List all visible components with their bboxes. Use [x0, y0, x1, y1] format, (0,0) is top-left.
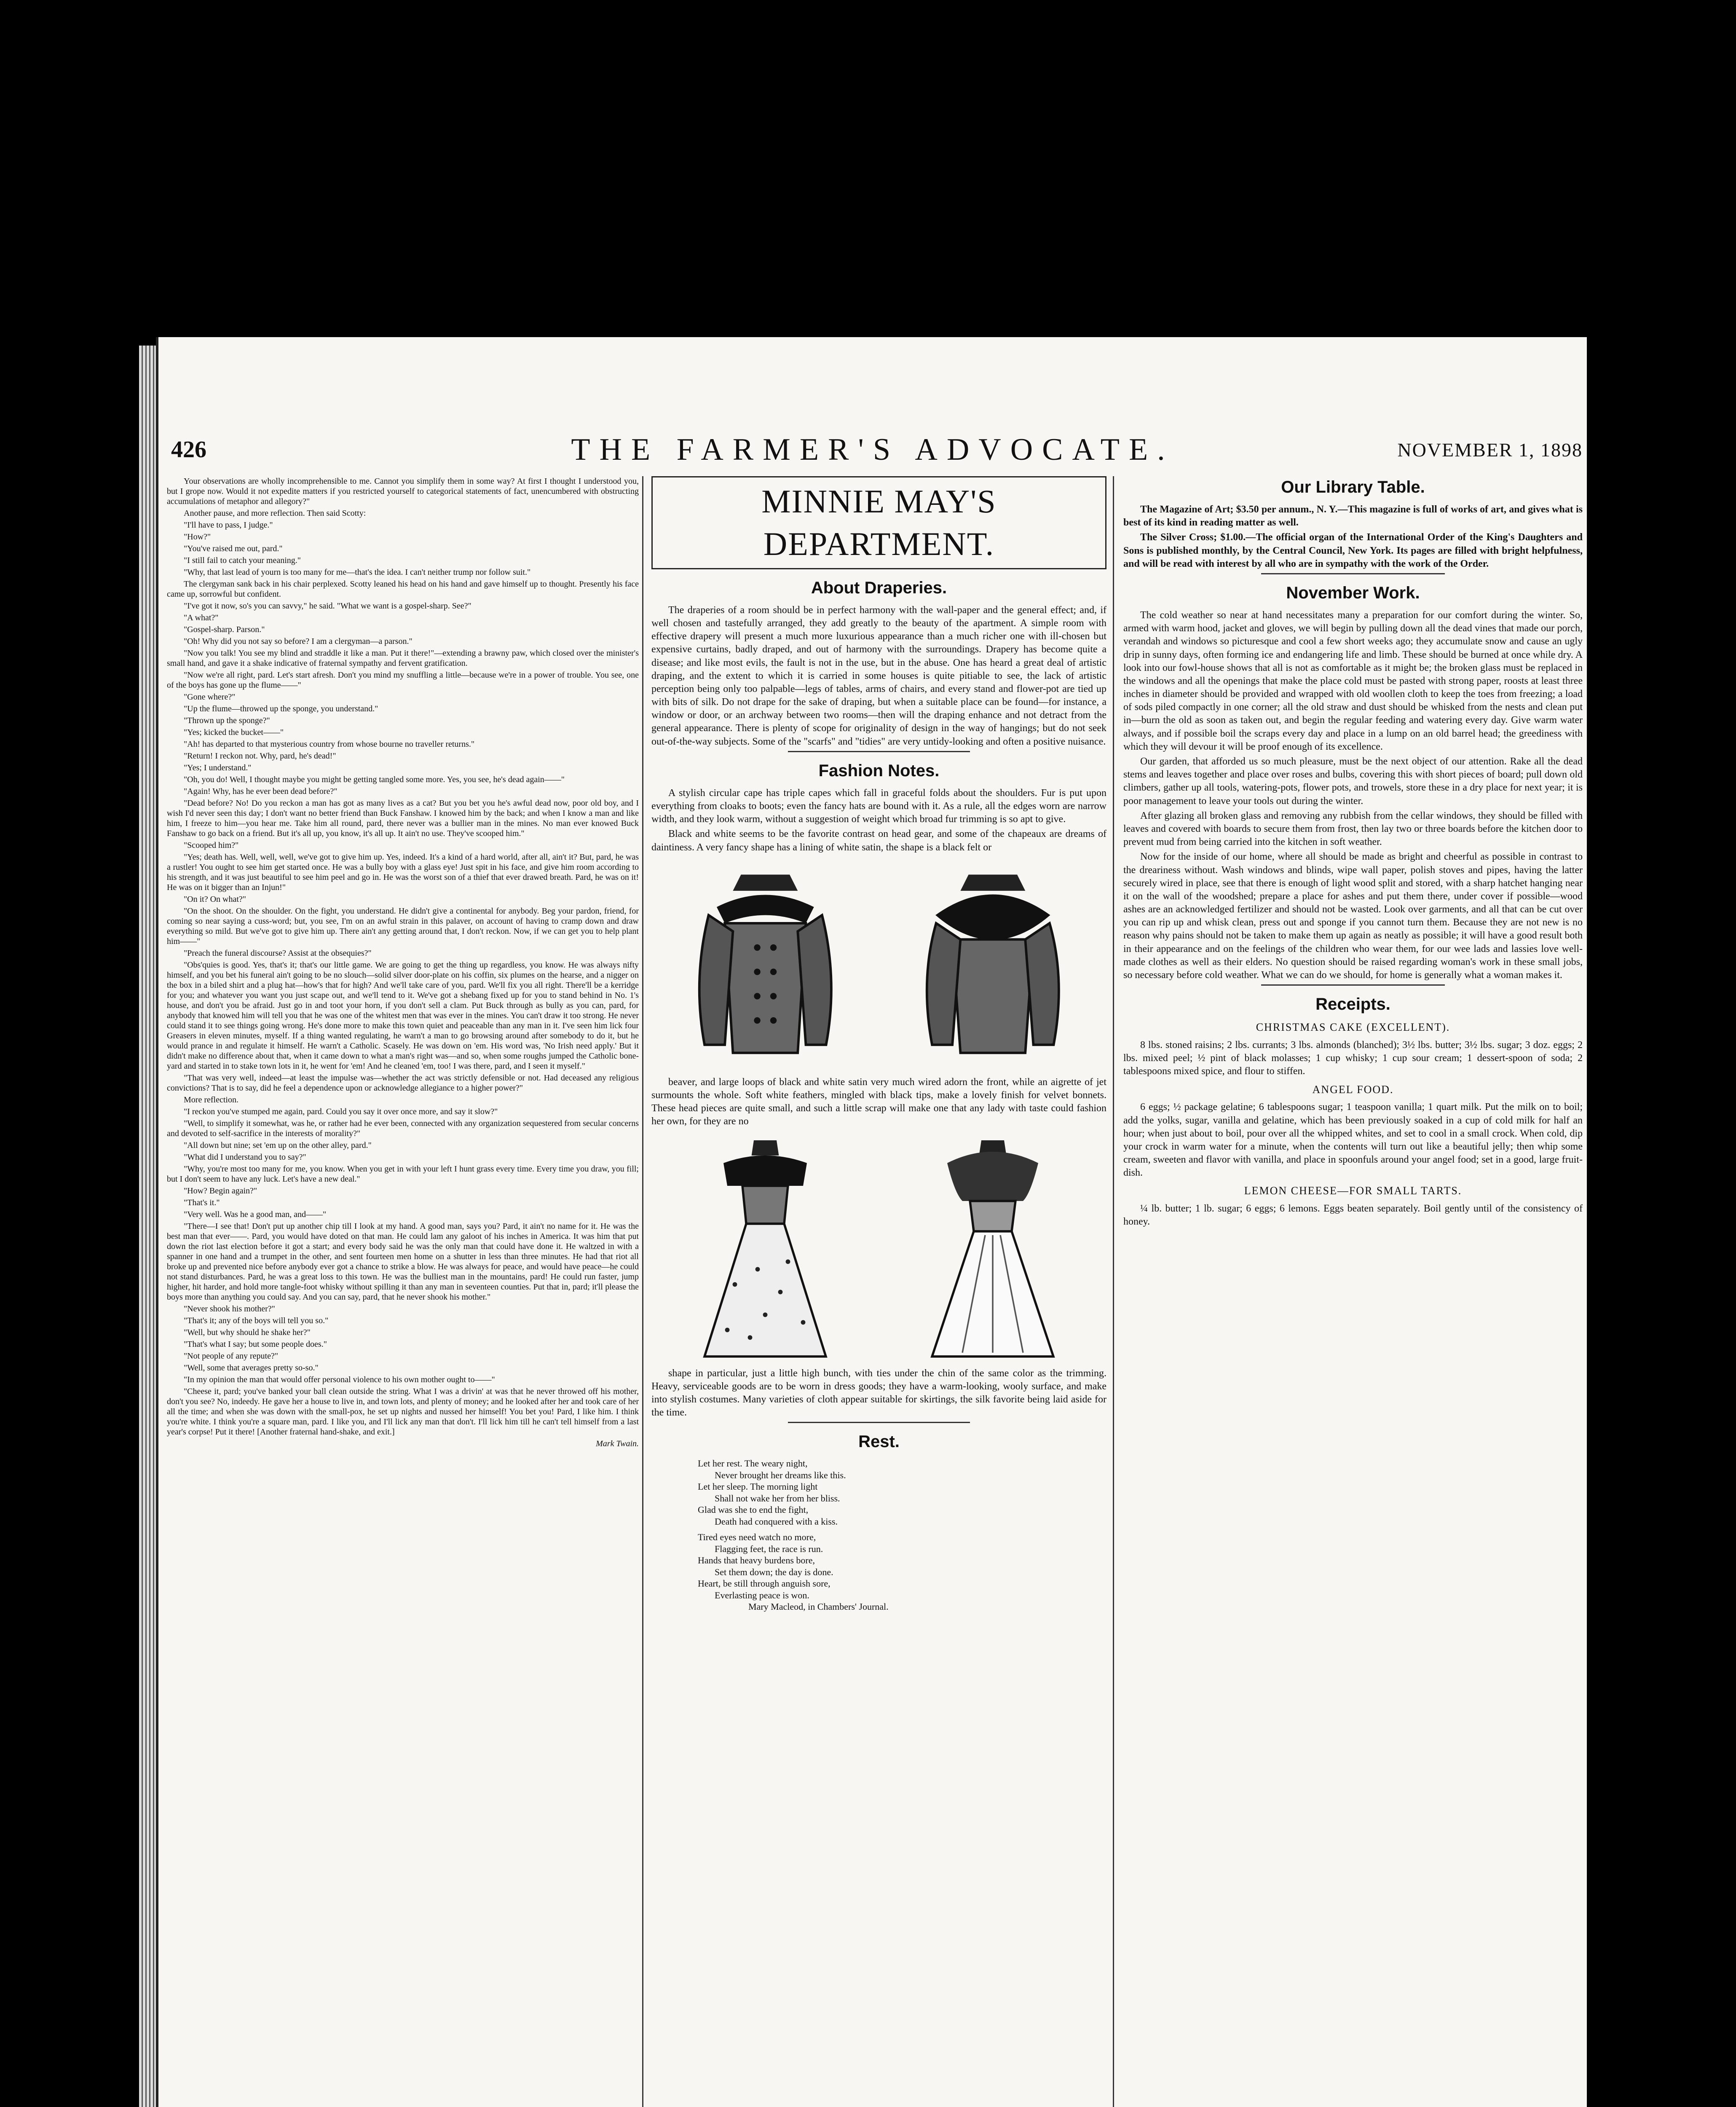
dress-illustrations [651, 1133, 1106, 1360]
page-number: 426 [171, 437, 206, 463]
story-paragraph: "How?" [184, 532, 211, 541]
story-paragraph: "On the shoot. On the shoulder. On the fight, you understand. He didn't give a continental for anybody. Beg your pardon, friend, for coming so near saying a cuss-word; but, you see, I'm on an awful strain in this palaver, on account of having to cramp down and draw everything so mild. But we've got to give him up. There ain't any getting around that, I don't reckon. Now, if we can get you to help plant him——" [167, 906, 639, 946]
story-paragraph: "Obs'quies is good. Yes, that's it; that's our little game. We are going to get the thing up regardless, you know. He was always nifty himself, and you bet his funeral ain't going to be no slouch—solid silver door-plate on his coffin, six plumes on the hearse, and a nigger on the box in a biled shirt and a plug hat—how's that for high? And we'll take care of you, pard. We'll fix you all right. There'll be a kerridge for you; and whatever you want you just scape out, and we'll tend to it. We've got a shebang fixed up for you to stand behind in No. 1's house, and don't you be afraid. Just go in and toot your horn, if you don't sell a clam. Put Buck through as bully as you can, pard, for anybody that knowed him will tell you that he was one of the whitest men that was ever in the mines. You can't draw it too strong. He never could stand it to see things going wrong. He's done more to make this town quiet and peaceable than any man in it. I've seen him lick four Greasers in eleven minutes, myself. If a thing wanted regulating, he warn't a man to go browsing around after somebody to do it, but he would prance in and regulate it himself. He warn't a Catholic. Scasely. He was down on 'em. His word was, 'No Irish need apply.' But it didn't make no difference about that, when it came down to what a man's right was—and so, when some roughs jumped the Catholic bone-yard and started in to stake town lots in it, he went for 'em! And he cleaned 'em, too! I was there, pard, and I seen it myself." [167, 960, 639, 1071]
poem-line: Let her rest. The weary night, [698, 1458, 808, 1469]
story-paragraph: "Well, to simplify it somewhat, was he, or rather had he ever been, connected with any organization sequestered from secular concerns and devoted to self-sacrifice in the interests of morality?" [167, 1119, 639, 1138]
section-divider [1261, 573, 1445, 574]
story-paragraph: "That was very well, indeed—at least the impulse was—whether the act was strictly defensible or not. Had deceased any religious convictions? That is to say, did he feel a dependence upon or acknowledge allegiance to a higher power?" [167, 1073, 639, 1093]
story-paragraph: "Very well. Was he a good man, and——" [184, 1210, 327, 1219]
story-paragraph: "Yes; I understand." [184, 763, 252, 772]
masthead: THE FARMER'S ADVOCATE. [571, 432, 1174, 467]
column-rule [642, 476, 643, 2107]
poem-line: Glad was she to end the fight, [698, 1504, 809, 1515]
section-divider [1261, 984, 1445, 986]
poem-line: Shall not wake her from her bliss. [715, 1493, 840, 1504]
poem-line: Flagging feet, the race is run. [715, 1543, 823, 1554]
story-paragraph: "Again! Why, has he ever been dead before?" [184, 787, 338, 796]
story-paragraph: "Preach the funeral discourse? Assist at the obsequies?" [184, 949, 372, 958]
story-column [167, 476, 639, 2107]
library-text: The Silver Cross; $1.00.—The official organ of the International Order of the King's Daughters and Sons is published monthly, by the Central Council, New York. Its pages are filled with bright helpfulness, and will be read with interest by all who are in sympathy with the work of the Order. [1123, 532, 1583, 569]
november-text: Now for the inside of our home, where all should be made as bright and cheerful as possible in contrast to the dreariness without. Wash windows and blinds, wipe wall paper, polish stoves and pipes, having the latter securely wired in place, see that there is enough of light wood split and stored, with a sharp hatchet hanging near it on the wall of the woodshed; prepare a place for ashes and put them there, under cover if possible—wood ashes are an acknowledged fertilizer and should not be wasted. Look over garments, and all that can be cut over you can rip up and whisk clean, press out and sponge if you cannot turn them. Because they are not new is no reason why pains should not be taken to make them up again as neatly as possible; it will have a good result both in their appearance and on the feelings of the children who wear them, for our wee lads and lassies love well-made clothes as well as their elders. No question should be raised regarding woman's work in these small jobs, so necessary before cold weather. What we can do we should, for home is generally what a woman makes it. [1123, 851, 1583, 981]
story-paragraph: "Well, but why should he shake her?" [184, 1328, 311, 1337]
story-paragraph: "That's it; any of the boys will tell you so." [184, 1316, 329, 1325]
story-paragraph: "That's what I say; but some people does." [184, 1340, 327, 1349]
fashion-text: Black and white seems to be the favorite contrast on head gear, and some of the chapeaux are dreams of daintiness. A very fancy shape has a lining of white satin, the shape is a black felt or [651, 828, 1106, 853]
rest-heading: Rest. [858, 1432, 900, 1451]
recipe-title: ANGEL FOOD. [1312, 1083, 1394, 1096]
recipe-text: 6 eggs; ½ package gelatine; 6 tablespoons sugar; 1 teaspoon vanilla; 1 quart milk. Put the milk on to boil; add the yolks, sugar, vanilla and gelatine, which has been previously soaked in a cup of cold milk for half an hour; when just about to boil, pour over all the whipped whites, and set to cool in a small crock. When cold, dip your crock in warm water for a minute, when the contents will turn out like a beautiful jelly; then whip some cream, sweeten and flavor with vanilla, and place in spoonfuls around your angel food; set in a good, large fruit-dish. [1123, 1102, 1583, 1179]
poem-line: Everlasting peace is won. [715, 1590, 809, 1600]
minnie-may-column [651, 476, 1106, 2107]
section-divider [788, 1422, 970, 1423]
story-paragraph: "Dead before? No! Do you reckon a man has got as many lives as a cat? But you bet you he's awful dead now, poor old boy, and I wish I'd never seen this day; I don't want no better friend than Buck Fanshaw. I knowed him by the back; and when I know a man and like him, I freeze to him—you hear me. Take him all round, pard, there never was a bullier man in the mines. No man ever knowed Buck Fanshaw to go back on a friend. But it's all up, you know, it's all up. It ain't no use. They've scooped him." [167, 799, 639, 838]
story-paragraph: Another pause, and more reflection. Then said Scotty: [184, 509, 366, 518]
story-paragraph: "Well, some that averages pretty so-so." [184, 1363, 319, 1372]
story-paragraph: "Oh! Why did you not say so before? I am a clergyman—a parson." [184, 637, 413, 646]
story-paragraph: "All down but nine; set 'em up on the other alley, pard." [184, 1141, 372, 1150]
story-paragraph: "A what?" [184, 613, 219, 622]
story-paragraph: "Return! I reckon not. Why, pard, he's dead!" [184, 751, 336, 761]
story-paragraph: "I reckon you've stumped me again, pard. Could you say it over once more, and say it slow?" [184, 1107, 498, 1116]
story-paragraph: "Not people of any repute?" [184, 1351, 279, 1361]
poem-line: Tired eyes need watch no more, [698, 1532, 816, 1543]
bodice-illustrations [651, 858, 1106, 1069]
bodice-back-illustration [912, 858, 1074, 1069]
fashion-text: A stylish circular cape has triple capes which fall in graceful folds about the shoulders. Fur is put upon everything from cloaks to boots; even the fancy hats are bound with it. As a rule, all the edges worn are narrow width, and they look warm, without a suggestion of weight which broad fur trimming is so apt to give. [651, 787, 1106, 825]
running-header [158, 432, 1587, 466]
story-paragraph: "Yes; death has. Well, well, well, we've got to give him up. Yes, indeed. It's a kind of a hard world, after all, ain't it? But, pard, he was a rustler! You ought to see him get started once. He was a bully boy with a glass eye! Just spit in his face, and give him room according to his strength, and it was just beautiful to see him peel and go in. He was the worst son of a thief that ever drawed breath. Pard, he was on it! He was on it bigger than an Injun!" [167, 852, 639, 892]
story-paragraph: Your observations are wholly incomprehensible to me. Cannot you simplify them in some way? At first I thought I understood you, but I grope now. Would it not expedite matters if you restricted yourself to categorical statements of fact, unencumbered with obstructing accumulations of metaphor and allegory?" [167, 477, 639, 506]
story-paragraph: "Gospel-sharp. Parson." [184, 625, 265, 634]
story-paragraph: "I've got it now, so's you can savvy," he said. "What we want is a gospel-sharp. See?" [184, 601, 472, 611]
story-paragraph: "Now you talk! You see my blind and straddle it like a man. Put it there!"—extending a brawny paw, which closed over the minister's small hand, and gave it a shake indicative of fraternal sympathy and fervent gratification. [167, 649, 639, 668]
story-paragraph: "Now we're all right, pard. Let's start afresh. Don't you mind my snuffling a little—because we're in a power of trouble. You see, one of the boys has gone up the flume——" [167, 670, 639, 690]
story-paragraph: "Ah! has departed to that mysterious country from whose bourne no traveller returns." [184, 740, 475, 749]
story-paragraph: "Thrown up the sponge?" [184, 716, 270, 725]
dress-back-illustration [917, 1133, 1069, 1360]
newspaper-page [156, 337, 1587, 2107]
story-paragraph: "I'll have to pass, I judge." [184, 520, 273, 530]
story-paragraph: "Up the flume—throwed up the sponge, you understand." [184, 704, 378, 713]
story-signature: Mark Twain. [596, 1439, 639, 1448]
story-paragraph: "Never shook his mother?" [184, 1304, 275, 1314]
recipe-text: 8 lbs. stoned raisins; 2 lbs. currants; 3 lbs. almonds (blanched); 3½ lbs. butter; 3½ lbs. sugar; 3 doz. eggs; 2 lbs. mixed peel; ½ pint of black molasses; 1 cup whisky; 1 cup sour cream; 1 dessert-spoon of soda; 2 tablespoons mixed spice, and flour to stiffen. [1123, 1039, 1583, 1077]
department-heading: MINNIE MAY'S DEPARTMENT. [651, 476, 1106, 569]
story-paragraph: "Why, you're most too many for me, you know. When you get in with your left I hunt grass every time. Every time you draw, you fill; but I don't seem to have any luck. Let's have a new deal." [167, 1164, 639, 1184]
november-text: The cold weather so near at hand necessitates many a preparation for our comfort during the winter. So, armed with warm hood, jacket and gloves, we will begin by pulling down all the dead vines that made our porch, verandah and windows so picturesque and cool a few short weeks ago; they accumulate snow and cause an ugly drip in sunny days, often forming ice and endangering life and limb. These should be burned at once while dry. A look into our fowl-house shows that all is not as comfortable as it might be; the broken glass must be replaced in the windows and all the openings that make the place cold must be pasted with strong paper, roosts at least three inches in diameter should be provided and wrapped with old woollen cloth to keep the toes from freezing; a load of sods piled compactly in one corner; all the old straw and dust should be whisked from the nests and clean put in—burn the old as soon as taken out, and begin the regular feeding and watering every day. Give warm water always, and if possible boil the scraps every day and place in a lump on an old barrel head; the greediness with which they will devour it will be proof enough of its excellence. [1123, 609, 1583, 752]
poem-line: Set them down; the day is done. [715, 1566, 833, 1577]
november-text: After glazing all broken glass and removing any rubbish from the cellar windows, they should be filled with leaves and covered with boards to secure them from frost, then lay two or three boards before the kitchen door to prevent mud from being carried into the kitchen in soft weather. [1123, 810, 1583, 848]
recipe-text: ¼ lb. butter; 1 lb. sugar; 6 eggs; 6 lemons. Eggs beaten separately. Boil gently until of the consistency of honey. [1123, 1203, 1583, 1228]
column-rule [1113, 476, 1114, 2107]
poem-line: Never brought her dreams like this. [715, 1469, 846, 1480]
story-paragraph: "I still fail to catch your meaning." [184, 556, 301, 565]
november-text: Our garden, that afforded us so much pleasure, must be the next object of our attention. Rake all the dead stems and leaves together and place over roses and bulbs, covering this with short pieces of board; pull down old climbers, gather up all tools, watering-pots, flower pots, and trowels, store these in a dry place for next year; it is poor management to leave your tools out during the winter. [1123, 756, 1583, 807]
dress-front-illustration [689, 1133, 841, 1360]
poem-line: Heart, be still through anguish sore, [698, 1578, 830, 1589]
library-column [1123, 476, 1583, 2107]
story-paragraph: "Why, that last lead of yourn is too many for me—that's the idea. I can't neither trump nor follow suit." [184, 568, 531, 577]
poem-line: Let her sleep. The morning light [698, 1481, 818, 1492]
story-paragraph: "That's it." [184, 1198, 220, 1207]
issue-date: NOVEMBER 1, 1898 [1397, 439, 1583, 461]
fashion-heading: Fashion Notes. [818, 761, 940, 780]
draperies-text: The draperies of a room should be in perfect harmony with the wall-paper and the general effect; and, if well chosen and tastefully arranged, they add greatly to the beauty of the apartment. A simple room with effective drapery will present a much more luxurious appearance than a much richer one with ill-chosen but expensive curtains, badly draped, and out of harmony with the surroundings. Drapery has become quite a disease; and like most evils, the fault is not in the use, but in the abuse. One has heard a great deal of artistic draping, and the extent to which it is carried in some houses is quite pitiable to see, the lack of artistic perception being only too palpable—legs of tables, arms of chairs, and every stand and flower-pot are tied up with bits of silk. Do not drape for the sake of draping, but when a suitable place can be found—for instance, a window or door, or an archway between two rooms—then will the draping enhance and not detract from the general appearance. There is plenty of scope for originality of design in the way of hangings; but do not seek out-of-the-way subjects. Some of the "scarfs" and "tidies" are very untidy-looking and often a positive nuisance. [651, 604, 1106, 747]
recipe-title: LEMON CHEESE—FOR SMALL TARTS. [1244, 1185, 1462, 1197]
story-paragraph: "You've raised me out, pard." [184, 544, 283, 553]
section-divider [788, 751, 970, 752]
story-paragraph: "Scooped him?" [184, 841, 239, 850]
recipe-title: CHRISTMAS CAKE (EXCELLENT). [1256, 1021, 1450, 1034]
receipts-heading: Receipts. [1315, 995, 1390, 1014]
draperies-heading: About Draperies. [811, 578, 947, 597]
library-text: The Magazine of Art; $3.50 per annum., N. Y.—This magazine is full of works of art, and gives what is best of its kind in reading matter as well. [1123, 504, 1583, 528]
bodice-front-illustration [684, 858, 847, 1069]
story-paragraph: The clergyman sank back in his chair perplexed. Scotty leaned his head on his hand and gave himself up to thought. Presently his face came up, sorrowful but confident. [167, 579, 639, 599]
fashion-text: shape in particular, just a little high bunch, with ties under the chin of the same color as the trimming. Heavy, serviceable goods are to be worn in dress goods; they have a warm-looking, wooly surface, and make into stylish costumes. Many varieties of cloth appear suitable for skirtings, the silk favorite being laid aside for the time. [651, 1367, 1106, 1418]
rest-poem [698, 1458, 1106, 1613]
story-paragraph: More reflection. [184, 1095, 238, 1104]
story-paragraph: "In my opinion the man that would offer personal violence to his own mother ought to——" [184, 1375, 495, 1384]
story-paragraph: "Oh, you do! Well, I thought maybe you might be getting tangled some more. Yes, you see, he's dead again——" [184, 775, 565, 784]
fashion-text: beaver, and large loops of black and white satin very much wired adorn the front, while an aigrette of jet surmounts the whole. Soft white feathers, mingled with black tips, make a lovely finish for velvet bonnets. These head pieces are quite small, and such a little scrap will make one that any lady with taste could fashion her own, for they are no [651, 1076, 1106, 1127]
story-paragraph: "Cheese it, pard; you've banked your ball clean outside the string. What I was a drivin' at was that he never throwed off his mother, don't you see? No, indeedy. He gave her a house to live in, and town lots, and plenty of money; and he looked after her and took care of her all the time; and when she was down with the small-pox, he set up nights and nussed her himself! You bet you! Pard, I like him. I think you're white. I think you're a square man, pard. I like you, and I'll lick any man that don't. I'll lick him till he can't tell himself from a last year's corpse! Put it there! [Another fraternal hand-shake, and exit.] [167, 1387, 639, 1437]
november-heading: November Work. [1286, 583, 1420, 602]
poem-line: Hands that heavy burdens bore, [698, 1555, 815, 1566]
story-paragraph: "Yes; kicked the bucket——" [184, 728, 284, 737]
story-paragraph: "There—I see that! Don't put up another chip till I look at my hand. A good man, says you? Pard, it ain't no name for it. He was the best man that ever——. Pard, you would have doted on that man. He could lam any galoot of his inches in America. It was him that put down the riot last election before it got a start; and every body said he was the only man that could have done it. He waltzed in with a spanner in one hand and a trumpet in the other, and sent fourteen men home on a shutter in less than three minutes. He had that riot all broke up and prevented nice before anybody ever got a chance to strike a blow. He was always for peace, and would have peace—he could not stand disturbances. Pard, he was a great loss to this town. He was the bulliest man in the mountains, pard! He could run faster, jump higher, hit harder, and hold more tangle-foot whisky without spilling it than any man in seventeen counties. Put that in, pard; it'll please the boys more than anything you could say. And you can say, pard, that he never shook his mother." [167, 1222, 639, 1302]
poem-attribution: Mary Macleod, in Chambers' Journal. [748, 1601, 889, 1612]
story-paragraph: "How? Begin again?" [184, 1186, 257, 1196]
poem-line: Death had conquered with a kiss. [715, 1516, 838, 1527]
story-paragraph: "On it? On what?" [184, 895, 246, 904]
library-heading: Our Library Table. [1281, 478, 1425, 496]
story-paragraph: "Gone where?" [184, 692, 236, 702]
story-text [167, 476, 639, 1437]
story-paragraph: "What did I understand you to say?" [184, 1153, 306, 1162]
